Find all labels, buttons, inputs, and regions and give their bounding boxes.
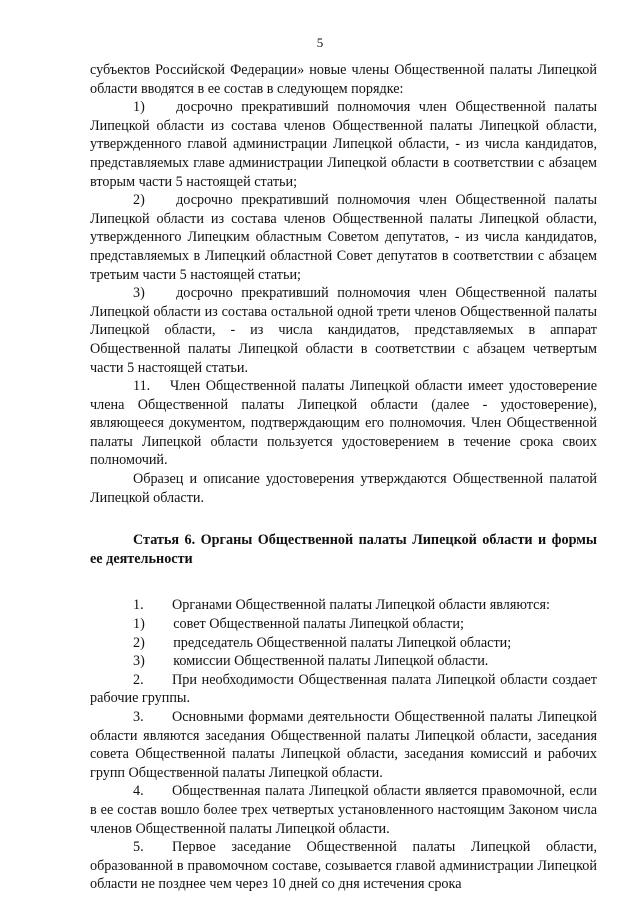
item-number: 3) (133, 653, 145, 670)
list-item (90, 671, 597, 708)
list-item (90, 284, 597, 377)
article-heading: Статья 6. Органы Общественной палаты Липецкой области и формы ее деятельности (90, 532, 597, 567)
item-number: 4. (133, 783, 144, 800)
list-item (90, 708, 597, 782)
item-number: 2. (133, 671, 144, 688)
list-item (90, 838, 597, 894)
item-number: 1) (133, 99, 145, 116)
item-text: Член Общественной палаты Липецкой области имеет удостоверение члена Общественной палаты Липецкой области (далее - удостоверение), являющееся документом, подтверждающим его полномочия. Член Общественной палаты Липецкой области пользуется удостоверением в течение срока своих полномочий. (90, 378, 597, 469)
list-item (90, 191, 597, 284)
item-text: Основными формами деятельности Общественной палаты Липецкой области являются заседания Общественной палаты Липецкой области, заседания совета Общественной палаты Липецкой области, заседания комиссий и рабочих групп Общественной палаты Липецкой области. (90, 709, 597, 781)
list-item (90, 782, 597, 838)
item-text: досрочно прекративший полномочия член Общественной палаты Липецкой области из состава членов Общественной палаты Липецкой области, утвержденного Липецким областным Советом депутатов, - из числа кандидатов, представляемых в Липецкий областной Совет депутатов в соответствии с абзацем третьим части 5 настоящей статьи; (90, 192, 598, 283)
item-text: комиссии Общественной палаты Липецкой области. (173, 653, 489, 670)
item-text: При необходимости Общественная палата Липецкой области создает рабочие группы. (90, 671, 597, 707)
item-text: Общественная палата Липецкой области является правомочной, если в ее состав вошло более трех четвертых установленного настоящим Законом числа членов Общественной палаты Липецкой области. (90, 783, 597, 837)
item-number: 3. (133, 709, 144, 725)
item-number: 1) (133, 616, 145, 633)
item-number: 2) (133, 634, 145, 651)
item-text: Органами Общественной палаты Липецкой области являются: (172, 597, 550, 614)
list-item (90, 652, 597, 671)
item-text: досрочно прекративший полномочия член Общественной палаты Липецкой области из состава членов Общественной палаты Липецкой области, утвержденного главой администрации Липецкой области, - из числа кандидатов, представляемых главе администрации Липецкой области в соответствии с абзацем вторым части 5 настоящей статьи; (90, 99, 598, 190)
item-number: 2) (133, 192, 145, 209)
document-body (90, 61, 597, 894)
list-item (90, 377, 597, 470)
page-number: 5 (316, 35, 324, 50)
list-item (90, 615, 597, 634)
paragraph: Образец и описание удостоверения утверждаются Общественной палатой Липецкой области. (90, 471, 597, 506)
item-number: 3) (133, 285, 145, 302)
item-text: досрочно прекративший полномочия член Общественной палаты Липецкой области из состава остальной одной трети членов Общественной палаты Липецкой области, - из числа кандидатов, представляемых в аппарат Общественной палаты Липецкой области в соответствии с абзацем четвертым части 5 настоящей статьи. (90, 285, 598, 376)
list-item (90, 98, 597, 191)
item-number: 5. (133, 839, 144, 856)
item-text: Первое заседание Общественной палаты Липецкой области, образованной в правомочном составе, созывается главой администрации Липецкой области не позднее чем через 10 дней со дня истечения срока (90, 839, 597, 893)
item-number: 1. (133, 597, 144, 614)
item-number: 11. (133, 378, 151, 395)
paragraph: субъектов Российской Федерации» новые члены Общественной палаты Липецкой области вводятся в ее состав в следующем порядке: (90, 62, 597, 97)
item-text: совет Общественной палаты Липецкой области; (173, 616, 464, 633)
list-item (90, 634, 597, 653)
item-text: председатель Общественной палаты Липецкой области; (173, 634, 512, 651)
list-item (90, 596, 597, 615)
